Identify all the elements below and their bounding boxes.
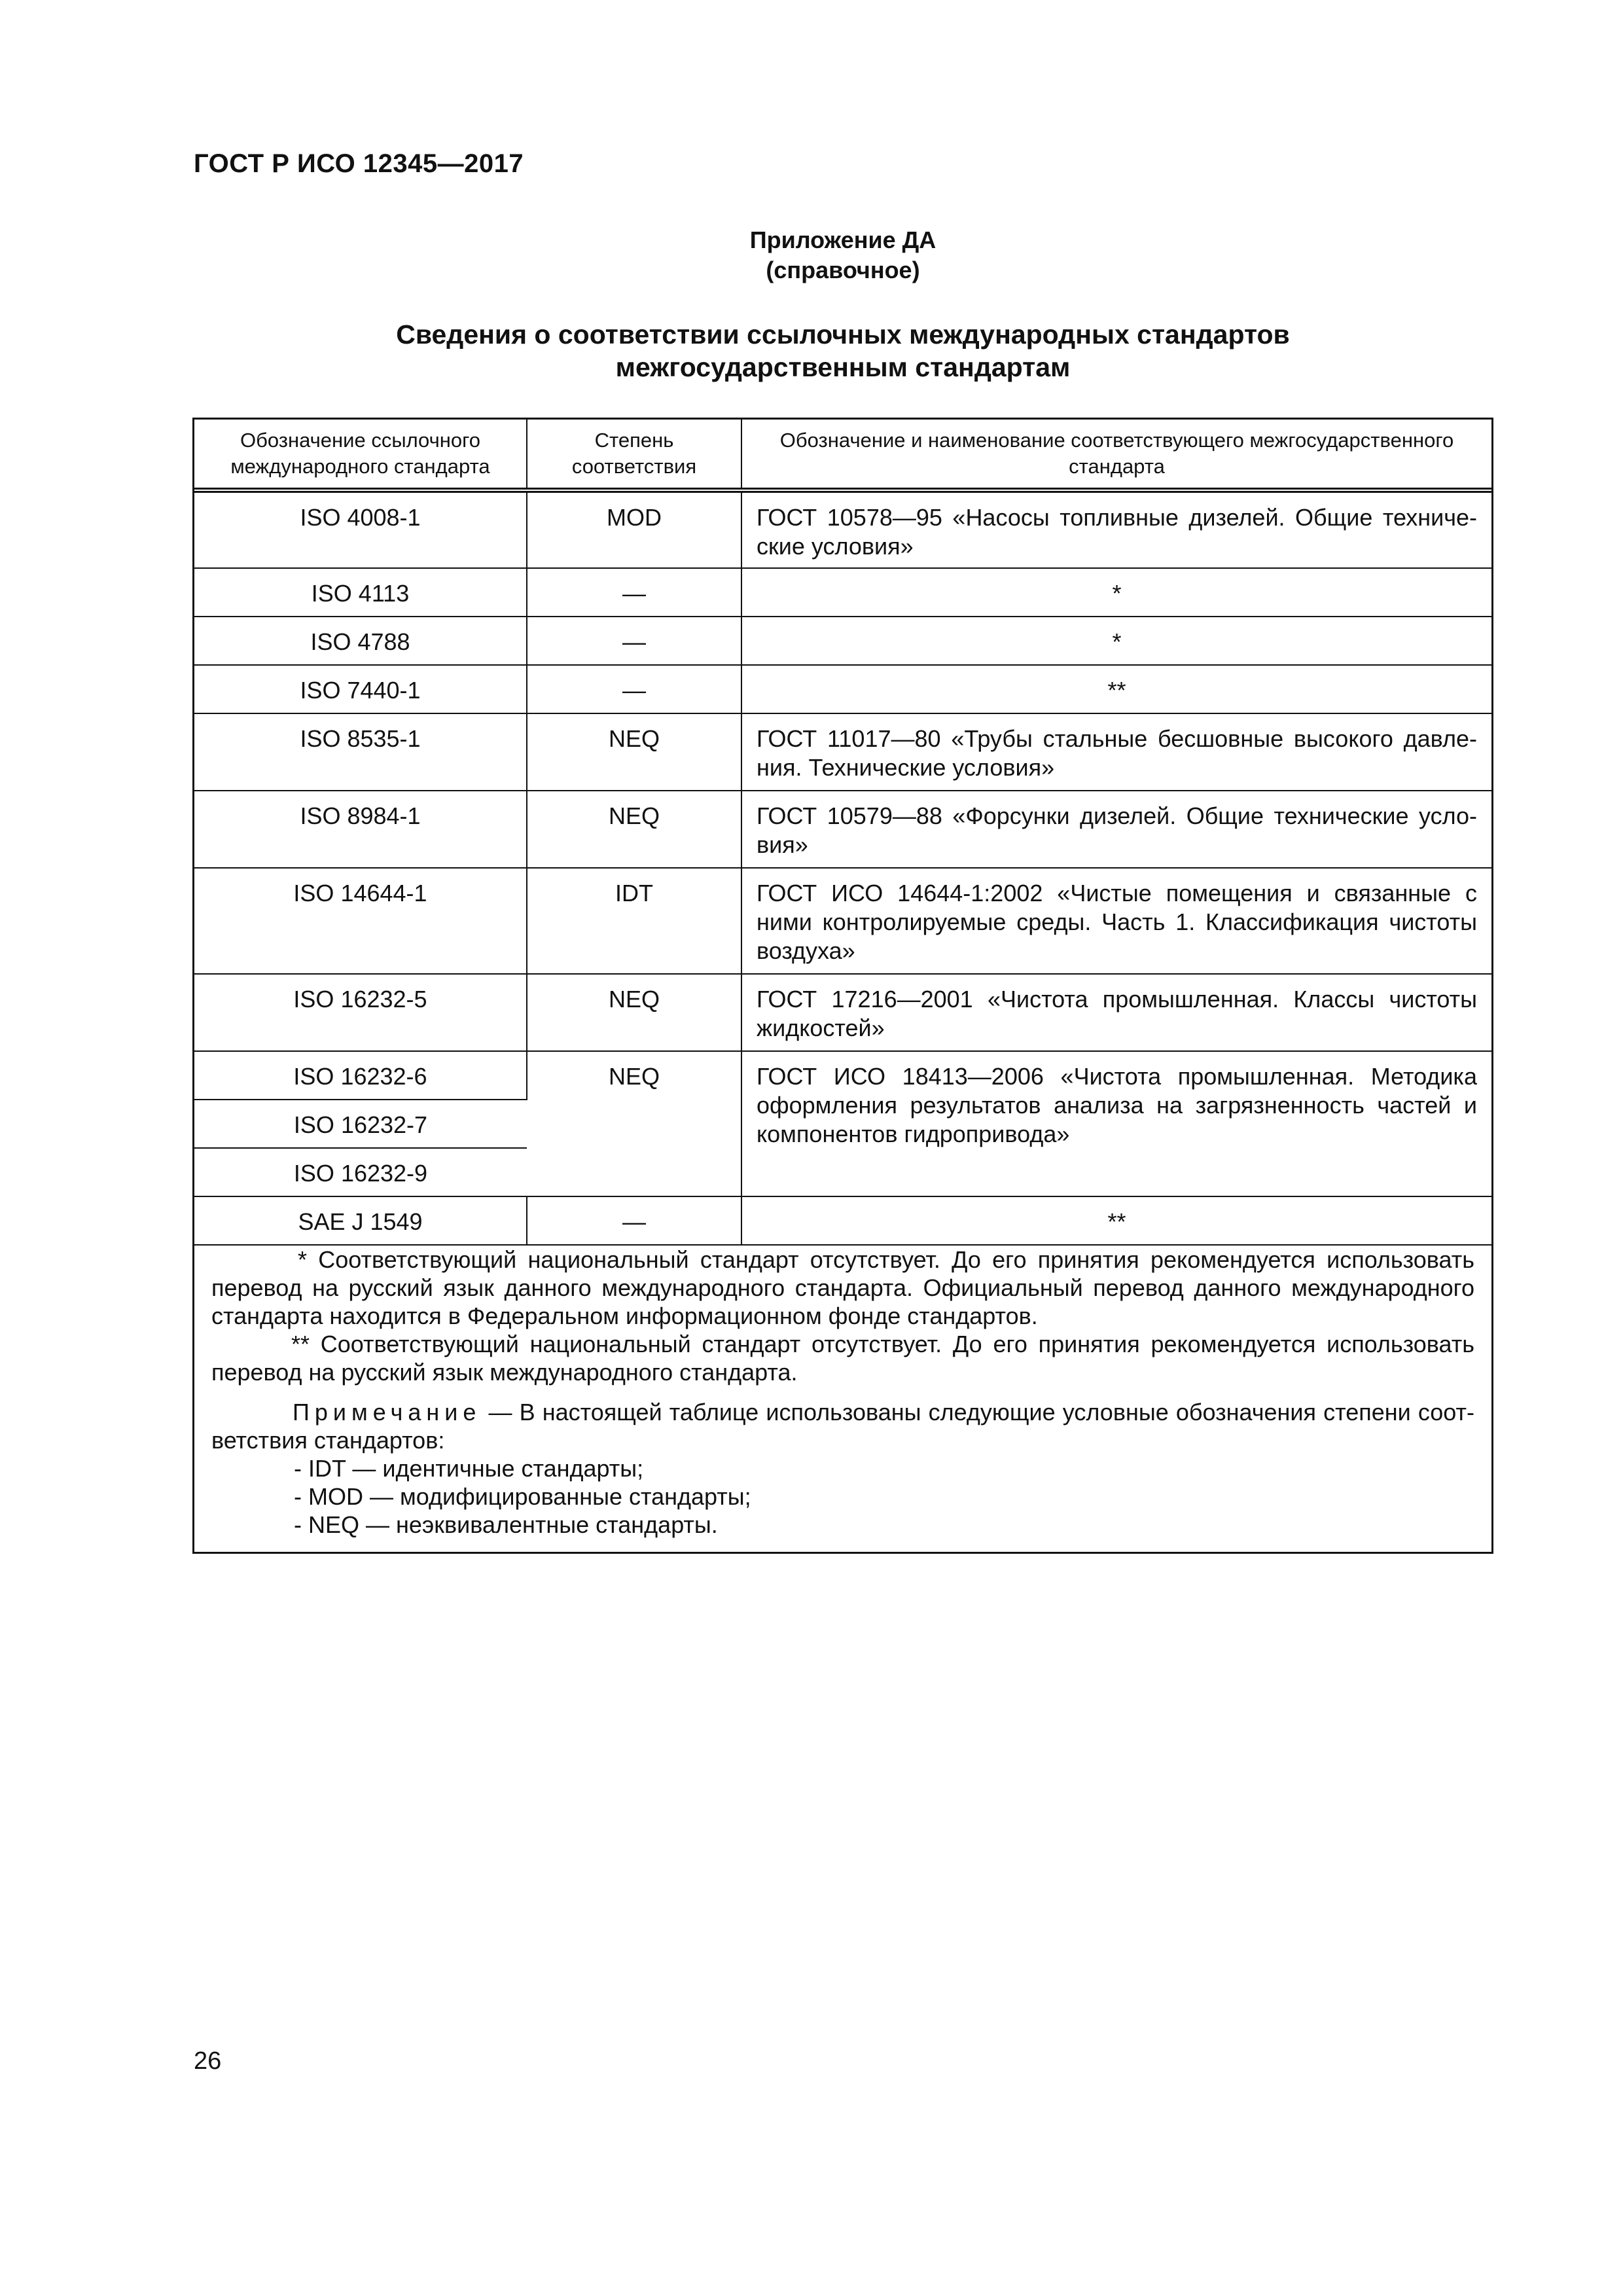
note-text: — В настоящей таблице использованы следующие условные обозначения степени соот-ветствия стандартов:: [211, 1399, 1474, 1454]
standard-cell: ISO 16232-5: [194, 974, 527, 1051]
standard-cell: ISO 4788: [194, 617, 527, 665]
degree-legend: [211, 1454, 1474, 1539]
gost-cell: **: [741, 1196, 1491, 1245]
gost-cell: ГОСТ 10579—88 «Форсунки дизелей. Общие технические усло-вия»: [741, 791, 1491, 868]
column-header-degree: Степень соответствия: [527, 420, 741, 490]
standard-cell: ISO 4113: [194, 568, 527, 617]
gost-cell: ГОСТ ИСО 18413—2006 «Чистота промышленная. Методика оформления результатов анализа на загрязненность частей и компонентов гидропривода»: [741, 1051, 1491, 1196]
footnote-double-asterisk: ** Соответствующий национальный стандарт отсутствует. До его принятия рекомендуется использовать перевод на русский язык международного стандарта.: [211, 1331, 1474, 1386]
column-header-gost: Обозначение и наименование соответствующего межгосударственного стандарта: [741, 420, 1491, 490]
legend-item-neq: - NEQ — неэквивалентные стандарты.: [294, 1511, 718, 1538]
standard-cell: ISO 16232-7: [194, 1100, 527, 1148]
table-header-row: [194, 420, 1491, 490]
table-title: [194, 318, 1492, 384]
column-header-standard: Обозначение ссылочного международного стандарта: [194, 420, 527, 490]
legend-item-idt: - IDT — идентичные стандарты;: [294, 1455, 644, 1482]
table-row: [194, 1196, 1491, 1245]
table-row: [194, 974, 1491, 1051]
standard-cell: ISO 8535-1: [194, 713, 527, 791]
degree-cell: —: [527, 665, 741, 713]
table-row: [194, 713, 1491, 791]
gost-cell: **: [741, 665, 1491, 713]
standards-table: [194, 420, 1491, 1246]
gost-cell: *: [741, 568, 1491, 617]
note-label: Примечание: [293, 1399, 482, 1426]
page-number: 26: [194, 2047, 222, 2075]
annex-title: Приложение ДА: [749, 226, 936, 253]
legend-item-mod: - MOD — модифицированные стандарты;: [294, 1483, 751, 1510]
table-row: [194, 791, 1491, 868]
standard-cell: SAE J 1549: [194, 1196, 527, 1245]
degree-cell: —: [527, 568, 741, 617]
gost-cell: ГОСТ 17216—2001 «Чистота промышленная. Классы чистоты жидкостей»: [741, 974, 1491, 1051]
footnote-single-asterisk: * Соответствующий национальный стандарт отсутствует. До его принятия рекомендуется использовать перевод на русский язык данного международного стандарта. Официальный перевод данного международного стандарта находится в Федеральном информационном фонде стандартов.: [211, 1246, 1474, 1329]
standard-cell: ISO 14644-1: [194, 868, 527, 974]
degree-cell: IDT: [527, 868, 741, 974]
table-footnotes: [211, 1246, 1474, 1539]
degree-cell: NEQ: [527, 974, 741, 1051]
table-row: [194, 490, 1491, 568]
table-row: [194, 568, 1491, 617]
table-row: [194, 665, 1491, 713]
gost-cell: ГОСТ ИСО 14644-1:2002 «Чистые помещения и связанные с ними контролируемые среды. Часть 1. Классификация чистоты воздуха»: [741, 868, 1491, 974]
gost-cell: ГОСТ 10578—95 «Насосы топливные дизелей. Общие техниче-ские условия»: [741, 490, 1491, 568]
annex-type: (справочное): [766, 257, 920, 283]
degree-cell: NEQ: [527, 791, 741, 868]
standard-cell: ISO 16232-9: [194, 1148, 527, 1196]
gost-cell: *: [741, 617, 1491, 665]
standard-cell: ISO 16232-6: [194, 1051, 527, 1100]
table-title-line-1: Сведения о соответствии ссылочных международных стандартов: [396, 319, 1290, 350]
degree-cell: MOD: [527, 490, 741, 568]
gost-cell: ГОСТ 11017—80 «Трубы стальные бесшовные высокого давле-ния. Технические условия»: [741, 713, 1491, 791]
degree-cell: —: [527, 617, 741, 665]
document-code-header: ГОСТ Р ИСО 12345—2017: [194, 149, 524, 178]
standard-cell: ISO 4008-1: [194, 490, 527, 568]
table-row: [194, 617, 1491, 665]
degree-cell: —: [527, 1196, 741, 1245]
standard-cell: ISO 7440-1: [194, 665, 527, 713]
degree-cell: NEQ: [527, 713, 741, 791]
standards-table-frame: [192, 418, 1493, 1554]
degree-cell: NEQ: [527, 1051, 741, 1196]
standard-cell: ISO 8984-1: [194, 791, 527, 868]
table-row: [194, 1051, 1491, 1100]
table-title-line-2: межгосударственным стандартам: [615, 352, 1071, 382]
table-note: [211, 1398, 1474, 1454]
table-row: [194, 868, 1491, 974]
